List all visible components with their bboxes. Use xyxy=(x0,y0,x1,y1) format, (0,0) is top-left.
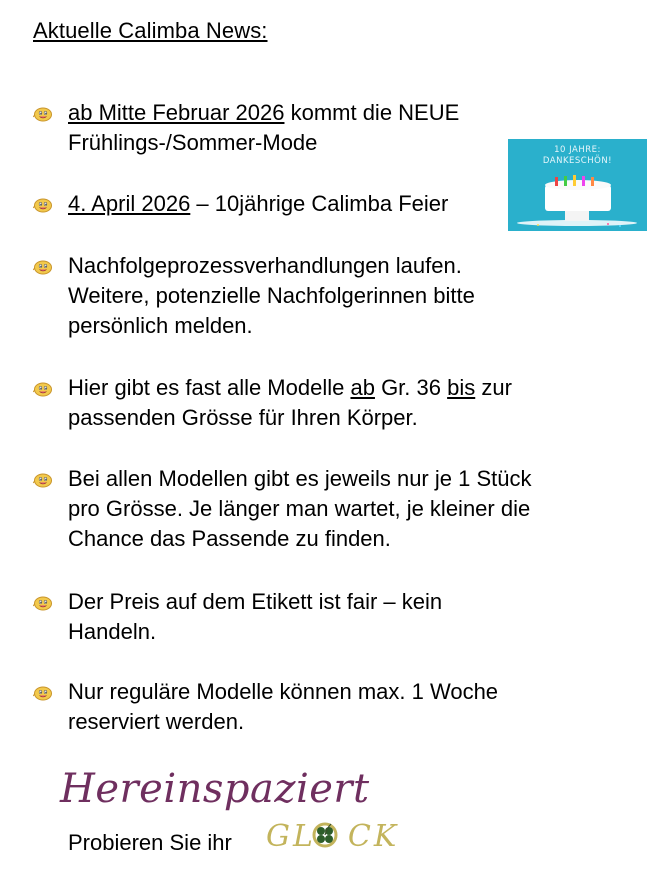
page-title: Aktuelle Calimba News: xyxy=(33,18,268,43)
news-text: – 10jährige Calimba Feier xyxy=(190,191,449,216)
four-leaf-clover-icon xyxy=(310,818,340,852)
smiley-face-icon xyxy=(33,595,53,611)
news-text: zur xyxy=(475,375,512,400)
anniversary-cake-image xyxy=(508,139,647,231)
news-item-text xyxy=(68,98,459,128)
news-date: 4. April 2026 xyxy=(68,191,191,216)
news-item-text: Nur reguläre Modelle können max. 1 Woche xyxy=(68,679,499,704)
news-item-text-line2: passenden Grösse für Ihren Körper. xyxy=(68,405,418,430)
news-text: kommt die NEUE xyxy=(284,100,460,125)
glock-logo-prefix: GL xyxy=(266,819,316,854)
news-item-text-line2: Weitere, potenzielle Nachfolgerinnen bitte xyxy=(68,283,475,308)
news-item-text-line2: reserviert werden. xyxy=(68,709,245,734)
news-item-text xyxy=(68,373,512,403)
smiley-face-icon xyxy=(33,106,53,122)
hereinspaziert-heading: Hereinspaziert xyxy=(60,766,370,812)
underlined-word: bis xyxy=(447,375,476,400)
news-item-text: Der Preis auf dem Etikett ist fair – kein xyxy=(68,589,443,614)
news-item-text-line3: persönlich melden. xyxy=(68,313,253,338)
glock-logo-suffix: CK xyxy=(347,819,400,854)
smiley-face-icon xyxy=(33,259,53,275)
smiley-face-icon xyxy=(33,197,53,213)
news-item-text-line3: Chance das Passende zu finden. xyxy=(68,526,391,551)
underlined-word: ab xyxy=(350,375,375,400)
news-text: Gr. 36 xyxy=(374,375,448,400)
smiley-face-icon xyxy=(33,472,53,488)
cake-caption-line2: DANKESCHÖN! xyxy=(542,156,613,166)
news-item-text: Nachfolgeprozessverhandlungen laufen. xyxy=(68,253,462,278)
news-item-text: Bei allen Modellen gibt es jeweils nur je 1 Stück xyxy=(68,466,532,491)
news-text: Hier gibt es fast alle Modelle xyxy=(68,375,351,400)
news-item-text-line2: pro Grösse. Je länger man wartet, je kleiner die xyxy=(68,496,531,521)
news-item-text xyxy=(68,189,448,219)
smiley-face-icon xyxy=(33,381,53,397)
news-item-text-line2: Frühlings-/Sommer-Mode xyxy=(68,130,318,155)
footer-text: Probieren Sie ihr xyxy=(68,830,232,855)
cake-icon xyxy=(508,139,647,231)
news-item-text-line2: Handeln. xyxy=(68,619,157,644)
news-date: ab Mitte Februar 2026 xyxy=(68,100,285,125)
cake-caption-line1: 10 JAHRE: xyxy=(554,145,601,155)
smiley-face-icon xyxy=(33,685,53,701)
